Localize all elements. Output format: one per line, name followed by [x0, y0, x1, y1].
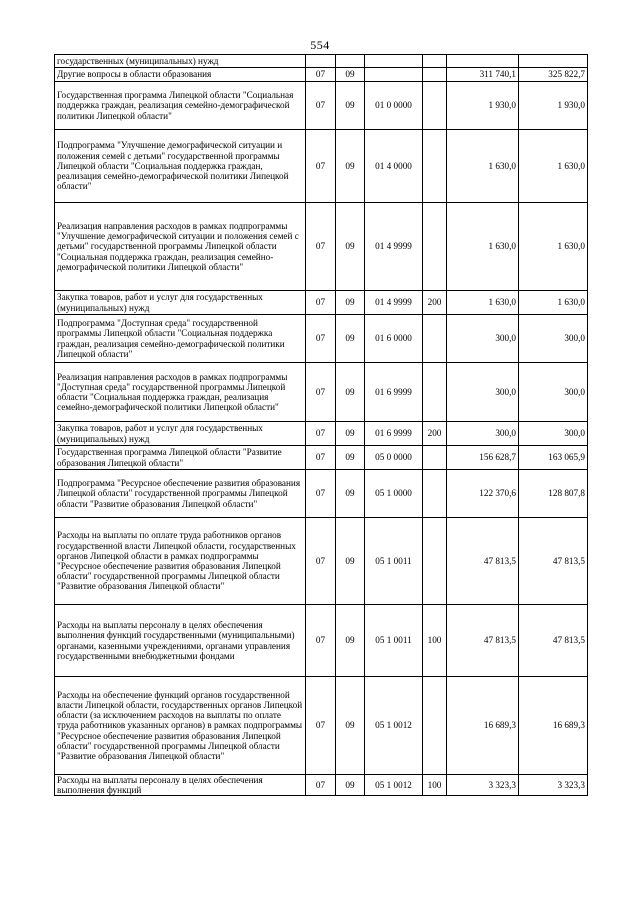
row-podrazdel: 09: [336, 363, 365, 422]
row-sum-year-1: 1 630,0: [447, 130, 519, 203]
row-podrazdel: 09: [336, 677, 365, 775]
row-razdel: 07: [306, 315, 336, 363]
row-sum-year-2: 163 065,9: [519, 446, 588, 470]
row-expense-type: [423, 470, 447, 518]
row-podrazdel: 09: [336, 470, 365, 518]
row-razdel: 07: [306, 775, 336, 796]
table-row: [55, 605, 588, 677]
row-podrazdel: 09: [336, 130, 365, 203]
row-sum-year-2: 47 813,5: [519, 518, 588, 605]
row-sum-year-2: 128 807,8: [519, 470, 588, 518]
row-sum-year-2: 16 689,3: [519, 677, 588, 775]
table-row: [55, 291, 588, 315]
row-name: Реализация направления расходов в рамках подпрограммы "Улучшение демографической ситуации и положения семей с детьми" государственной программы Липецкой области "Социальная поддержка граждан, реализация семейно-демографической политики Липецкой области": [55, 203, 306, 291]
row-razdel: 07: [306, 68, 336, 82]
row-sum-year-1: 156 628,7: [447, 446, 519, 470]
row-podrazdel: 09: [336, 775, 365, 796]
row-sum-year-2: 1 630,0: [519, 130, 588, 203]
row-razdel: 07: [306, 677, 336, 775]
row-sum-year-1: 16 689,3: [447, 677, 519, 775]
row-podrazdel: 09: [336, 68, 365, 82]
row-target-article: 05 0 0000: [365, 446, 423, 470]
row-razdel: 07: [306, 130, 336, 203]
row-sum-year-2: 3 323,3: [519, 775, 588, 796]
table-row: [55, 422, 588, 446]
table-row: [55, 775, 588, 796]
row-expense-type: [423, 55, 447, 68]
table-row: [55, 446, 588, 470]
row-target-article: 01 4 9999: [365, 291, 423, 315]
row-sum-year-2: 300,0: [519, 315, 588, 363]
table-row: [55, 677, 588, 775]
row-name: Государственная программа Липецкой области "Развитие образования Липецкой области": [55, 446, 306, 470]
row-target-article: [365, 68, 423, 82]
row-target-article: 01 0 0000: [365, 82, 423, 130]
row-target-article: 01 6 9999: [365, 422, 423, 446]
row-expense-type: [423, 203, 447, 291]
row-name: Расходы на обеспечение функций органов государственной власти Липецкой области, государственных органов Липецкой области (за исключением расходов на выплаты по оплате труда работников указанных органов) в рамках подпрограммы "Ресурсное обеспечение развития образования Липецкой области" государственной программы Липецкой области "Развитие образования Липецкой области": [55, 677, 306, 775]
row-expense-type: [423, 363, 447, 422]
row-sum-year-1: 1 630,0: [447, 291, 519, 315]
table-row: [55, 203, 588, 291]
row-target-article: 05 1 0012: [365, 775, 423, 796]
row-sum-year-2: 1 630,0: [519, 291, 588, 315]
row-target-article: 05 1 0012: [365, 677, 423, 775]
row-name: Подпрограмма "Улучшение демографической ситуации и положения семей с детьми" государственной программы Липецкой области "Социальная поддержка граждан, реализация семейно-демографической политики Липецкой области": [55, 130, 306, 203]
row-razdel: 07: [306, 518, 336, 605]
row-name: Закупка товаров, работ и услуг для государственных (муниципальных) нужд: [55, 291, 306, 315]
row-expense-type: [423, 82, 447, 130]
row-name: Расходы на выплаты персоналу в целях обеспечения выполнения функций: [55, 775, 306, 796]
row-sum-year-1: 311 740,1: [447, 68, 519, 82]
row-name: государственных (муниципальных) нужд: [55, 55, 306, 68]
row-expense-type: [423, 68, 447, 82]
row-expense-type: [423, 130, 447, 203]
row-podrazdel: 09: [336, 422, 365, 446]
row-name: Реализация направления расходов в рамках подпрограммы "Доступная среда" государственной программы Липецкой области "Социальная поддержка граждан, реализация семейно-демографической политики Липецкой области": [55, 363, 306, 422]
table-row: [55, 315, 588, 363]
row-sum-year-1: 300,0: [447, 363, 519, 422]
row-sum-year-1: 300,0: [447, 422, 519, 446]
row-sum-year-1: 1 930,0: [447, 82, 519, 130]
row-target-article: [365, 55, 423, 68]
row-razdel: [306, 55, 336, 68]
row-target-article: 01 6 9999: [365, 363, 423, 422]
table-row: [55, 55, 588, 68]
row-razdel: 07: [306, 291, 336, 315]
row-sum-year-1: 47 813,5: [447, 605, 519, 677]
row-expense-type: 200: [423, 422, 447, 446]
row-expense-type: [423, 677, 447, 775]
row-name: Расходы на выплаты персоналу в целях обеспечения выполнения функций государственными (муниципальными) органами, казенными учреждениями, органами управления государственными внебюджетными фондами: [55, 605, 306, 677]
row-target-article: 01 6 0000: [365, 315, 423, 363]
row-podrazdel: 09: [336, 518, 365, 605]
row-podrazdel: 09: [336, 203, 365, 291]
row-expense-type: [423, 446, 447, 470]
row-razdel: 07: [306, 363, 336, 422]
table-row: [55, 130, 588, 203]
row-podrazdel: [336, 55, 365, 68]
row-sum-year-1: [447, 55, 519, 68]
row-sum-year-2: 300,0: [519, 363, 588, 422]
row-expense-type: 100: [423, 775, 447, 796]
row-sum-year-1: 47 813,5: [447, 518, 519, 605]
row-sum-year-2: 47 813,5: [519, 605, 588, 677]
row-sum-year-1: 1 630,0: [447, 203, 519, 291]
row-razdel: 07: [306, 203, 336, 291]
row-name: Подпрограмма "Доступная среда" государственной программы Липецкой области "Социальная поддержка граждан, реализация семейно-демографической политики Липецкой области": [55, 315, 306, 363]
row-sum-year-1: 122 370,6: [447, 470, 519, 518]
row-podrazdel: 09: [336, 291, 365, 315]
row-podrazdel: 09: [336, 82, 365, 130]
row-podrazdel: 09: [336, 605, 365, 677]
table-row: [55, 363, 588, 422]
row-name: Другие вопросы в области образования: [55, 68, 306, 82]
row-target-article: 01 4 0000: [365, 130, 423, 203]
row-expense-type: 200: [423, 291, 447, 315]
row-expense-type: [423, 315, 447, 363]
page-number: 554: [310, 38, 330, 52]
row-sum-year-2: 1 630,0: [519, 203, 588, 291]
row-sum-year-2: 325 822,7: [519, 68, 588, 82]
row-sum-year-2: 300,0: [519, 422, 588, 446]
row-sum-year-1: 3 323,3: [447, 775, 519, 796]
row-sum-year-2: 1 930,0: [519, 82, 588, 130]
row-expense-type: 100: [423, 605, 447, 677]
row-target-article: 01 4 9999: [365, 203, 423, 291]
row-sum-year-2: [519, 55, 588, 68]
row-razdel: 07: [306, 470, 336, 518]
row-name: Расходы на выплаты по оплате труда работников органов государственной власти Липецкой области, государственных органов Липецкой области в рамках подпрограммы "Ресурсное обеспечение развития образования Липецкой области" государственной программы Липецкой области "Развитие образования Липецкой области": [55, 518, 306, 605]
row-name: Подпрограмма "Ресурсное обеспечение развития образования Липецкой области" государственной программы Липецкой области "Развитие образования Липецкой области": [55, 470, 306, 518]
row-target-article: 05 1 0011: [365, 605, 423, 677]
row-target-article: 05 1 0011: [365, 518, 423, 605]
row-razdel: 07: [306, 82, 336, 130]
row-razdel: 07: [306, 605, 336, 677]
budget-table-body: [55, 55, 588, 796]
table-row: [55, 82, 588, 130]
table-row: [55, 470, 588, 518]
table-row: [55, 518, 588, 605]
row-target-article: 05 1 0000: [365, 470, 423, 518]
row-razdel: 07: [306, 446, 336, 470]
row-name: Закупка товаров, работ и услуг для государственных (муниципальных) нужд: [55, 422, 306, 446]
row-expense-type: [423, 518, 447, 605]
row-podrazdel: 09: [336, 315, 365, 363]
row-razdel: 07: [306, 422, 336, 446]
table-row: [55, 68, 588, 82]
row-sum-year-1: 300,0: [447, 315, 519, 363]
budget-table: [54, 54, 588, 796]
row-name: Государственная программа Липецкой области "Социальная поддержка граждан, реализация семейно-демографической политики Липецкой области": [55, 82, 306, 130]
row-podrazdel: 09: [336, 446, 365, 470]
